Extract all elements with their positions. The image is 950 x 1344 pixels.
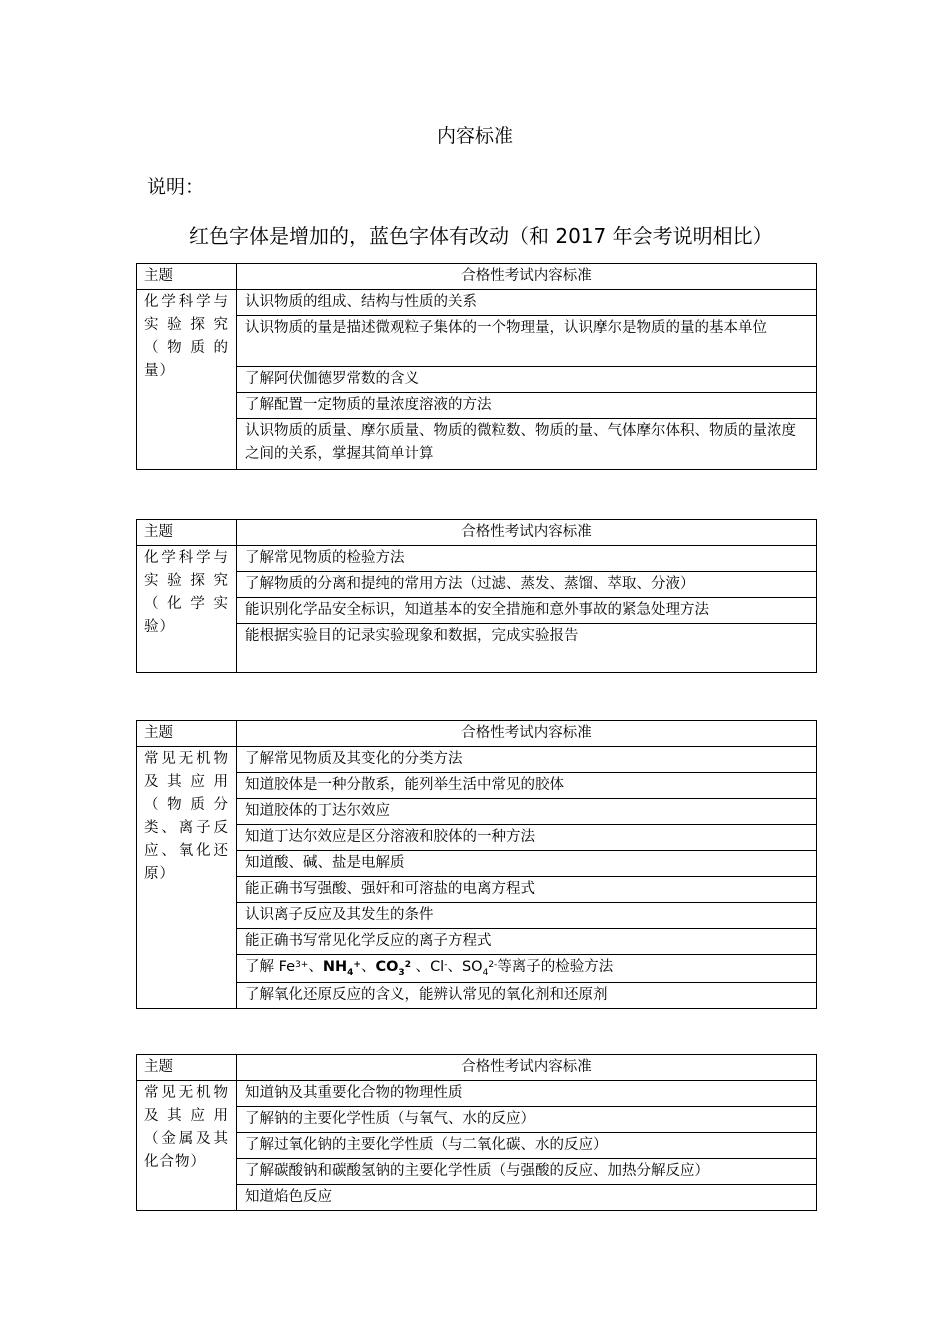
standard-item: 了解氧化还原反应的含义，能辨认常见的氧化剂和还原剂 — [237, 983, 817, 1009]
ion-fe: Fe — [278, 959, 296, 975]
standard-item: 认识离子反应及其发生的条件 — [237, 903, 817, 929]
ion-charge: 2 — [404, 960, 411, 970]
topic-line: （ 物 质 的 — [144, 340, 229, 356]
ion-co: CO — [375, 959, 399, 975]
ion-nh: NH — [322, 959, 348, 975]
ion-subscript: 4 — [347, 968, 354, 978]
topic-header: 主题 — [137, 721, 237, 747]
topic-line: 量） — [144, 363, 175, 379]
topic-header: 主题 — [137, 264, 237, 290]
standard-header: 合格性考试内容标准 — [237, 264, 817, 290]
topic-line: （ 化 学 实 — [144, 596, 229, 612]
standard-item: 认识物质的组成、结构与性质的关系 — [237, 290, 817, 316]
page-title: 内容标准 — [436, 125, 513, 147]
standard-item: 了解物质的分离和提纯的常用方法（过滤、蒸发、蒸馏、萃取、分液） — [237, 572, 817, 598]
topic-line: 验） — [144, 619, 175, 635]
standard-item: 知道焰色反应 — [237, 1185, 817, 1211]
topic-line: （金属及其 — [144, 1131, 229, 1147]
topic-header: 主题 — [137, 1055, 237, 1081]
topic-line: 类、离子反 — [144, 820, 229, 836]
topic-line: 实 验 探 究 — [144, 573, 229, 589]
standards-table-experiment — [136, 519, 817, 673]
standard-item: 了解钠的主要化学性质（与氧气、水的反应） — [237, 1107, 817, 1133]
topic-line: 化学科学与 — [144, 550, 229, 566]
topic-line: 应、氧化还 — [144, 843, 229, 859]
standard-item: 了解阿伏伽德罗常数的含义 — [237, 367, 817, 393]
ion-so: SO — [461, 959, 483, 975]
ion-charge: 2- — [488, 960, 498, 970]
standard-item: 知道胶体的丁达尔效应 — [237, 799, 817, 825]
standard-item: 了解碳酸钠和碳酸氢钠的主要化学性质（与强酸的反应、加热分解反应） — [237, 1159, 817, 1185]
topic-cell — [137, 1081, 237, 1211]
standard-header: 合格性考试内容标准 — [237, 721, 817, 747]
standard-header: 合格性考试内容标准 — [237, 1055, 817, 1081]
standard-item: 了解常见物质的检验方法 — [237, 546, 817, 572]
topic-line: 及 其 应 用 — [144, 774, 229, 790]
ion-sep: 、 — [410, 959, 431, 975]
standard-item: 能正确书写强酸、强奸和可溶盐的电离方程式 — [237, 877, 817, 903]
standard-item-ions — [237, 955, 817, 983]
topic-cell — [137, 290, 237, 470]
topic-line: 实 验 探 究 — [144, 317, 229, 333]
standard-item: 了解配置一定物质的量浓度溶液的方法 — [237, 393, 817, 419]
ion-cl: Cl — [430, 959, 445, 975]
standard-item: 能正确书写常见化学反应的离子方程式 — [237, 929, 817, 955]
ion-charge: 3+ — [295, 960, 309, 970]
topic-line: 化学科学与 — [144, 294, 229, 310]
standard-item: 知道酸、碱、盐是电解质 — [237, 851, 817, 877]
standard-item: 认识物质的量是描述微观粒子集体的一个物理量，认识摩尔是物质的量的基本单位 — [237, 316, 817, 367]
ion-subscript: 3 — [398, 968, 405, 978]
topic-line: 原） — [144, 866, 175, 882]
standard-item: 了解常见物质及其变化的分类方法 — [237, 747, 817, 773]
topic-cell — [137, 546, 237, 673]
topic-line: 及 其 应 用 — [144, 1108, 229, 1124]
standard-item: 了解过氧化钠的主要化学性质（与二氧化碳、水的反应） — [237, 1133, 817, 1159]
note-text: 红色字体是增加的，蓝色字体有改动（和 2017 年会考说明相比） — [189, 224, 773, 248]
standard-item: 认识物质的质量、摩尔质量、物质的微粒数、物质的量、气体摩尔体积、物质的量浓度之间的关系，掌握其简单计算 — [237, 419, 817, 470]
topic-line: （ 物 质 分 — [144, 797, 229, 813]
standard-item: 能识别化学品安全标识，知道基本的安全措施和意外事故的紧急处理方法 — [237, 598, 817, 624]
topic-line: 常见无机物 — [144, 751, 229, 767]
ion-text: 等离子的检验方法 — [497, 959, 614, 975]
standard-item: 知道胶体是一种分散系，能列举生活中常见的胶体 — [237, 773, 817, 799]
standards-table-classification — [136, 720, 817, 1009]
standards-table-mole — [136, 263, 817, 470]
topic-cell — [137, 747, 237, 1009]
standards-table-metals — [136, 1054, 817, 1211]
note-label: 说明： — [147, 176, 205, 198]
standard-item: 知道钠及其重要化合物的物理性质 — [237, 1081, 817, 1107]
ion-sep: 、 — [360, 959, 376, 975]
topic-line: 化合物） — [144, 1154, 206, 1170]
ion-text: 了解 — [245, 959, 279, 975]
topic-header: 主题 — [137, 520, 237, 546]
standard-item: 知道丁达尔效应是区分溶液和胶体的一种方法 — [237, 825, 817, 851]
ion-subscript: 4 — [482, 968, 489, 978]
ion-charge: - — [444, 960, 448, 970]
topic-line: 常见无机物 — [144, 1085, 229, 1101]
ion-charge: + — [353, 960, 361, 970]
standard-item: 能根据实验目的记录实验现象和数据，完成实验报告 — [237, 624, 817, 673]
standard-header: 合格性考试内容标准 — [237, 520, 817, 546]
ion-sep: 、 — [447, 959, 462, 975]
ion-sep: 、 — [308, 959, 323, 975]
